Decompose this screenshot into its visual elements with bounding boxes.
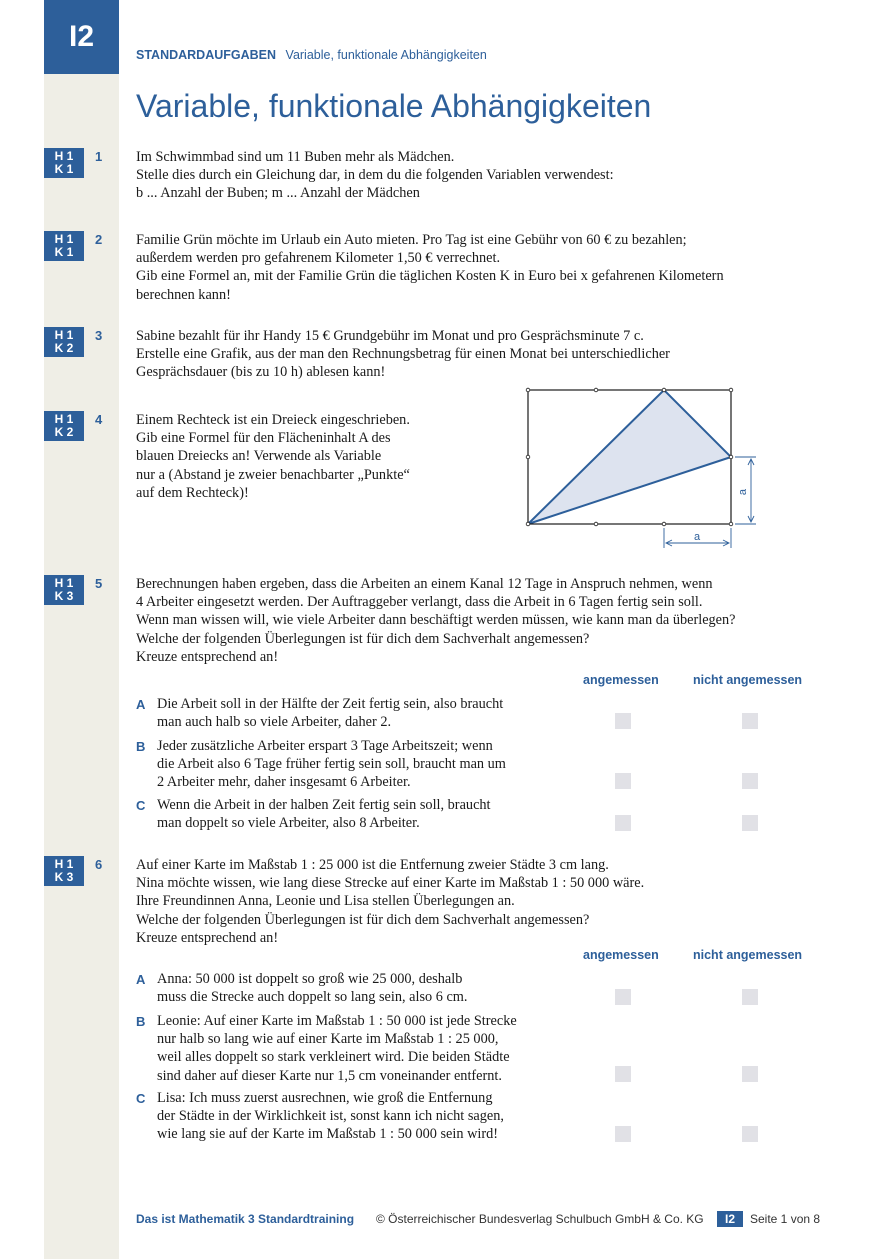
footer-copyright: © Österreichischer Bundesverlag Schulbuch GmbH & Co. KG [376,1212,704,1226]
footer-page-number: Seite 1 von 8 [750,1212,821,1226]
task-6-c-not-fits-checkbox[interactable] [742,1126,758,1142]
task-6-b-fits-checkbox[interactable] [615,1066,631,1082]
header-topic: Variable, funktionale Abhängigkeiten [285,48,487,62]
task-2-number: 2 [95,232,103,247]
footer-book-title: Das ist Mathematik 3 Standardtraining [136,1212,355,1226]
triangle-in-rectangle-figure [518,384,758,550]
task-5-b-not-fits-checkbox[interactable] [742,773,758,789]
task-5-option-b-text: Jeder zusätzliche Arbeiter erspart 3 Tage Arbeitszeit; wenn die Arbeit also 6 Tage früher fertig sein soll, braucht man um 2 Arbeiter mehr, daher insgesamt 6 Arbeiter. [157,738,506,791]
task-4-text: Einem Rechteck ist ein Dreieck eingeschrieben. Gib eine Formel für den Flächeninhalt A des blauen Dreiecks an! Verwende als Variable nur a (Abstand je zweier benachbarter „Punkte“ auf dem Rechteck)! [136,412,410,501]
task-6-option-c-text: Lisa: Ich muss zuerst ausrechnen, wie groß die Entfernung der Städte in der Wirklichkeit ist, sonst kann ich nicht sagen, wie lang sie auf der Karte im Maßstab 1 : 50 000 sein wird! [157,1090,504,1143]
task-6-col-fits: angemessen [583,948,659,962]
task-1-badge: H 1 K 1 [44,148,84,178]
task-6-a-fits-checkbox[interactable] [615,989,631,1005]
task-6-text: Auf einer Karte im Maßstab 1 : 25 000 ist die Entfernung zweier Städte 3 cm lang. Nina möchte wissen, wie lang diese Strecke auf einer Karte im Maßstab 1 : 50 000 wäre. Ihre Freundinnen Anna, Leonie und Lisa stellen Überlegungen an. Welche der folgenden Überlegungen ist für dich dem Sachverhalt angemessen? Kreuze entsprechend an! [136,857,645,946]
task-6-option-a-text: Anna: 50 000 ist doppelt so groß wie 25 000, deshalb muss die Strecke auch doppelt so lang sein, also 6 cm. [157,971,468,1006]
task-5-a-fits-checkbox[interactable] [615,713,631,729]
header-category: STANDARDAUFGABEN [136,48,277,62]
running-header [136,48,487,62]
task-6-option-c-letter: C [136,1091,146,1106]
task-5-option-b-letter: B [136,739,146,754]
task-5-option-c-text: Wenn die Arbeit in der halben Zeit fertig sein soll, braucht man doppelt so viele Arbeiter, also 8 Arbeiter. [157,797,491,832]
dimension-label-vertical: a [737,488,749,496]
task-5-a-not-fits-checkbox[interactable] [742,713,758,729]
task-6-a-not-fits-checkbox[interactable] [742,989,758,1005]
task-1-number: 1 [95,149,103,164]
task-5-b-fits-checkbox[interactable] [615,773,631,789]
side-strip [44,0,119,1259]
task-5-option-a-text: Die Arbeit soll in der Hälfte der Zeit fertig sein, also braucht man auch halb so viele Arbeiter, daher 2. [157,696,504,731]
task-5-number: 5 [95,576,103,591]
task-5-badge: H 1 K 3 [44,575,84,605]
chapter-code: I2 [44,0,119,74]
task-5-option-c-letter: C [136,798,146,813]
task-3-number: 3 [95,328,103,343]
footer-chapter-code: I2 [717,1211,743,1227]
task-6-option-a-letter: A [136,972,146,987]
task-6-number: 6 [95,857,103,872]
blue-triangle [528,390,731,524]
task-4-number: 4 [95,412,103,427]
task-1-text: Im Schwimmbad sind um 11 Buben mehr als Mädchen. Stelle dies durch ein Gleichung dar, in dem du die folgenden Variablen verwendest: b ... Anzahl der Buben; m ... Anzahl der Mädchen [136,149,614,202]
task-5-col-fits: angemessen [583,673,659,687]
task-5-c-fits-checkbox[interactable] [615,815,631,831]
task-4-badge: H 1 K 2 [44,411,84,441]
task-6-option-b-letter: B [136,1014,146,1029]
task-3-badge: H 1 K 2 [44,327,84,357]
task-6-option-b-text: Leonie: Auf einer Karte im Maßstab 1 : 50 000 ist jede Strecke nur halb so lang wie auf einer Karte im Maßstab 1 : 25 000, weil alles doppelt so stark verkleinert wird. Die beiden Städte sind daher auf dieser Karte nur 1,5 cm voneinander entfernt. [157,1013,517,1084]
task-6-c-fits-checkbox[interactable] [615,1126,631,1142]
task-2-text: Familie Grün möchte im Urlaub ein Auto mieten. Pro Tag ist eine Gebühr von 60 € zu bezahlen; außerdem werden pro gefahrenem Kilometer 1,50 € verrechnet. Gib eine Formel an, mit der Familie Grün die täglichen Kosten K in Euro bei x gefahrenen Kilometern berechnen kann! [136,232,724,303]
dimension-label-horizontal: a [693,531,701,543]
task-3-text: Sabine bezahlt für ihr Handy 15 € Grundgebühr im Monat und pro Gesprächsminute 7 c. Erstelle eine Grafik, aus der man den Rechnungsbetrag für einen Monat bei unterschiedlicher Gesprächsdauer (bis zu 10 h) ablesen kann! [136,328,670,381]
task-6-badge: H 1 K 3 [44,856,84,886]
task-5-col-not-fits: nicht angemessen [693,673,803,687]
task-2-badge: H 1 K 1 [44,231,84,261]
task-6-b-not-fits-checkbox[interactable] [742,1066,758,1082]
task-5-option-a-letter: A [136,697,146,712]
task-6-col-not-fits: nicht angemessen [693,948,803,962]
task-5-c-not-fits-checkbox[interactable] [742,815,758,831]
task-5-text: Berechnungen haben ergeben, dass die Arbeiten an einem Kanal 12 Tage in Anspruch nehmen, wenn 4 Arbeiter eingesetzt werden. Der Auftraggeber verlangt, dass die Arbeit in 6 Tagen fertig sein soll. Wenn man wissen will, wie viele Arbeiter dann beschäftigt werden müssen, wie kann man da überlegen? Welche der folgenden Überlegungen ist für dich dem Sachverhalt angemessen? Kreuze entsprechend an! [136,576,736,665]
page-title: Variable, funktionale Abhängigkeiten [136,88,652,124]
